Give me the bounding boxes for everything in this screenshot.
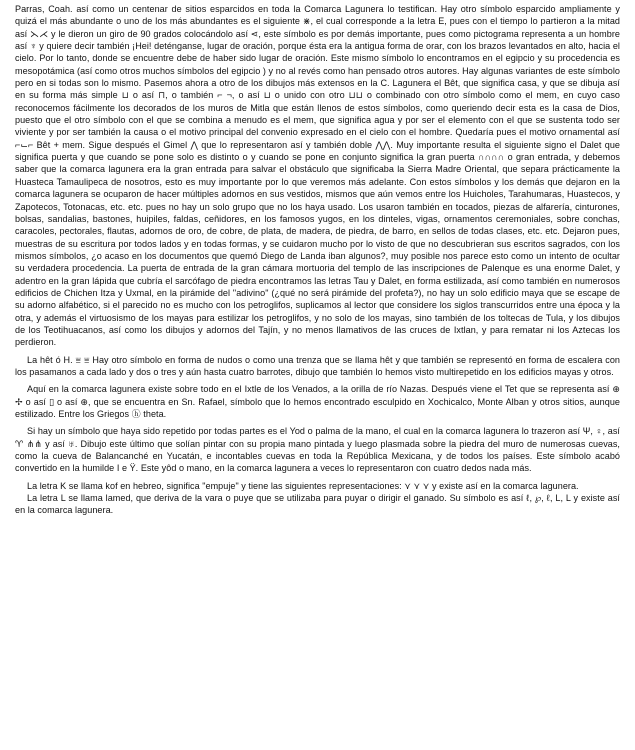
paragraph-tet: Aquí en la comarca lagunera existe sobre todo en el Ixtle de los Venados, a la orilla de río Nazas. Después viene el Tet que se representa así ⊕ ✢ o así ▯ o así ⊕, que se encuentra en Sn. Rafael, símbolo que lo hemos encontrado esculpido en Xochicalco, Monte Alban y otros sitios, aunque estilizado. Entre los Griegos ⓗ theta. [15,384,620,419]
paragraph-main: Parras, Coah. así como un centenar de sitios esparcidos en toda la Comarca Lagunera lo testifican. Hay otro símbolo esparcido ampliamente y quizá el más abundante o uno de los más abundantes es el siguiente ⋇, el cual corresponde a la letra E, pues con el tiempo lo partieron a la mitad así ⋋⋌ y le dieron un giro de 90 grados colocándolo así ⋖, este símbolo es por demás importante, pues como pictograma representa a un hombre así ♆ y quiere decir también ¡Hei! deténganse, lugar de oración, porque ésta era la antigua forma de orar, con los brazos levantados en alto, hacia el cielo. Por lo tanto, donde se encuentre debe de haber sido lugar de oración. Este mismo símbolo lo encontramos en el egipcio y su procedencia es mesopotámica (así como otros muchos símbolos del egipcio ) y no al revés como han pensado otros autores. Hay algunas variantes de este símbolo pero en si todas son lo mismo. Pasemos ahora a otro de los dibujos más extensos en la C. Lagunera el Bêt, que significa casa, y que se dibuja así en su forma más simple ⊔ o así ⊓, o también ⌐ ¬, o así ⊔ o unido con otro ⊔⊔ o combinado con otro símbolo como el mem, en cuyo caso reconocemos fácilmente los decorados de los muros de Mitla que están llenos de estos símbolos, como queriendo decir esta es la casa de Dios, puesto que el otro símbolo con el que se combina a menudo es el mem, que significa agua y por ser el elemento con el que se sustenta todo ser viviente y por ser también la causa o el motivo principal del convenio expresado en el cielo con el hombre. Quedaría pues el motivo ornamental así ⌐⌙⌐ Bêt + mem. Sigue después el Gimel ⋀ que lo representaron así y también doble ⋀⋀. Muy importante resulta el siguiente signo el Dalet que significa puerta y que cuando se pone solo es distinto o y cuando se pone en conjunto significa la gran puerta ∩∩∩∩ o gran entrada, y debemos saber que la comarca lagunera era la gran entrada para salvar el obstáculo que significaba la Sierra Madre Oriental, que separa prácticamente la Huasteca Tamaulipeca de nosotros, esto es muy importante por lo que veremos más adelante. Con estos símbolos y los demás que dejaron en la comarca lagunera se ocuparon de hacer múltiples adornos en sus vestidos, mismos que aún vemos entre los Huicholes, Tarahumaras, Huastecos, y Zapotecos, Totonacas, etc. etc. pues no hay un solo grupo que no los haya usado. Los usaron también en tocados, piezas de alfarería, cinturones, bolsas, sandalias, bastones, huipiles, faldas, ceñidores, en los famosos yugos, en los dinteles, vigas, ornamentos ceremoniales, sobre conchas, caracoles, pectorales, flautas, adornos de oro, de cobre, de plata, de madera, de piedra, de barro, en sellos de todas clases, etc. etc. Dejaron pues, muestras de su escritura por todos lados y en todas formas, y se cuidaron mucho por lo visto de que no descubrieran sus escritos sagrados, con los mismos símbolos, ¿o acaso en los documentos que quemó Diego de Landa iban algunos?, muy posible nos parece esto como un intento de ocultar su verdadera procedencia. La puerta de entrada de la gran cámara mortuoria del templo de las inscripciones de Palenque es una enorme Dalet, y adentro en la gran lápida que cubría el sarcófago de piedra encontramos las letras Tau y Dalet, en forma estilizada, así como también en numerosos edificios de Chichen Itza y Uxmal, en la pirámide del "adivino" (¿qué no será pirámide del profeta?), no hay un solo edificio maya que se escape de su adorno alfabético, si el parecido no es mucho con los petroglifos, suplicamos al lector que considere los siglos transcurridos entre una época y la otra, y además el virtuosismo de los mayas para estilizar los petroglifos, y no solo de los mayas, sino también de los toltecas de Tula, y los dibujos de los Teotihuacanos, así como los dibujos y adornos del Tajín, y no menos llamativos de las cruces de Ixtlan, y para rematar ni los Aztecas los perdieron. [15,4,620,348]
paragraph-het: La hêt ó H. ⩸ ⩸ Hay otro símbolo en forma de nudos o como una trenza que se llama hêt y que también se representó en forma de escalera con los pasamanos a cada lado y dos o tres y aún hasta cuatro barrotes, dibujo que también lo hemos visto multirepetido en los edificios mayas y otros. [15,354,620,377]
paragraph-lamed: La letra L se llama lamed, que deriva de la vara o puye que se utilizaba para puyar o dirigir el ganado. Su símbolo es así ℓ, ℘, ℓ, L, L y existe así en la comarca lagunera. [15,493,620,516]
paragraph-kof: La letra K se llama kof en hebreo, significa "empuje" y tiene las siguientes representaciones: ⋎ ⋎ ⋎ y existe así en la comarca lagunera. [27,480,579,491]
paragraph-yod: Si hay un símbolo que haya sido repetido por todas partes es el Yod o palma de la mano, el cual en la comarca lagunera lo trazeron así Ψ, ♀, así ♈ ⋔⋔ y así ♅. Dibujo este último que solían pintar con su propia mano pintada y luego plasmada sobre la piedra del muro de numerosas cuevas, como la cueva de Balancanché en Yucatán, e incontables cuevas en toda la República Mexicana, y de todos los países. Este símbolo acabó convertido en la humilde I e Ÿ. Este yôd o mano, en la comarca lagunera a veces lo representaron con cuatro dedos nada más. [15,426,620,474]
